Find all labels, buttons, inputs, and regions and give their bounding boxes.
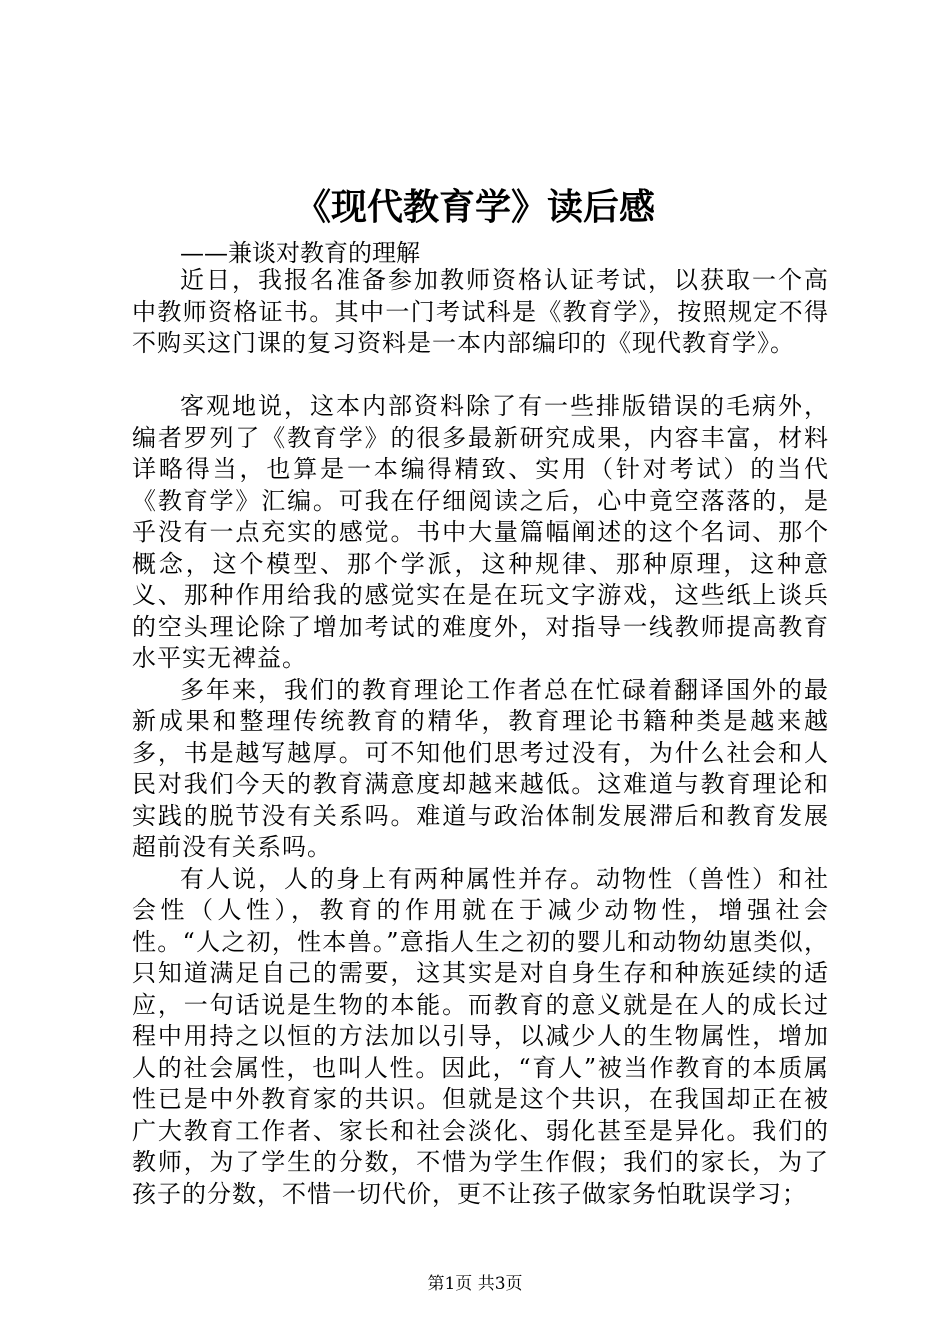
- page-footer: 第1页 共3页: [427, 1274, 523, 1294]
- document-subtitle: ——兼谈对教育的理解: [180, 239, 420, 267]
- paragraph-4: 有人说，人的身上有两种属性并存。动物性（兽性）和社会性（人性），教育的作用就在于减少动物性，增强社会性。“人之初，性本兽。”意指人生之初的婴儿和动物幼崽类似，只知道满足自己的需要，这其实是对自身生存和种族延续的适应，一句话说是生物的本能。而教育的意义就是在人的成长过程中用持之以恒的方法加以引导，以减少人的生物属性，增加人的社会属性，也叫人性。因此，“育人”被当作教育的本质属性已是中外教育家的共识。但就是这个共识，在我国却正在被广大教育工作者、家长和社会淡化、弱化甚至是异化。我们的教师，为了学生的分数，不惜为学生作假；我们的家长，为了孩子的分数，不惜一切代价，更不让孩子做家务怕耽误学习；: [132, 864, 829, 1208]
- document-body: [132, 265, 829, 1210]
- paragraph-2: 客观地说，这本内部资料除了有一些排版错误的毛病外，编者罗列了《教育学》的很多最新研究成果，内容丰富，材料详略得当，也算是一本编得精致、实用（针对考试）的当代《教育学》汇编。可我在仔细阅读之后，心中竟空落落的，是乎没有一点充实的感觉。书中大量篇幅阐述的这个名词、那个概念，这个模型、那个学派，这种规律、那种原理，这种意义、那种作用给我的感觉实在是在玩文字游戏，这些纸上谈兵的空头理论除了增加考试的难度外，对指导一线教师提高教育水平实无裨益。: [132, 392, 829, 672]
- paragraph-3: 多年来，我们的教育理论工作者总在忙碌着翻译国外的最新成果和整理传统教育的精华，教育理论书籍种类是越来越多，书是越写越厚。可不知他们思考过没有，为什么社会和人民对我们今天的教育满意度却越来越低。这难道与教育理论和实践的脱节没有关系吗。难道与政治体制发展滞后和教育发展超前没有关系吗。: [132, 675, 829, 861]
- paragraph-1: 近日，我报名准备参加教师资格认证考试，以获取一个高中教师资格证书。其中一门考试科是《教育学》，按照规定不得不购买这门课的复习资料是一本内部编印的《现代教育学》。: [132, 266, 829, 357]
- document-title: 《现代教育学》读后感: [294, 186, 655, 228]
